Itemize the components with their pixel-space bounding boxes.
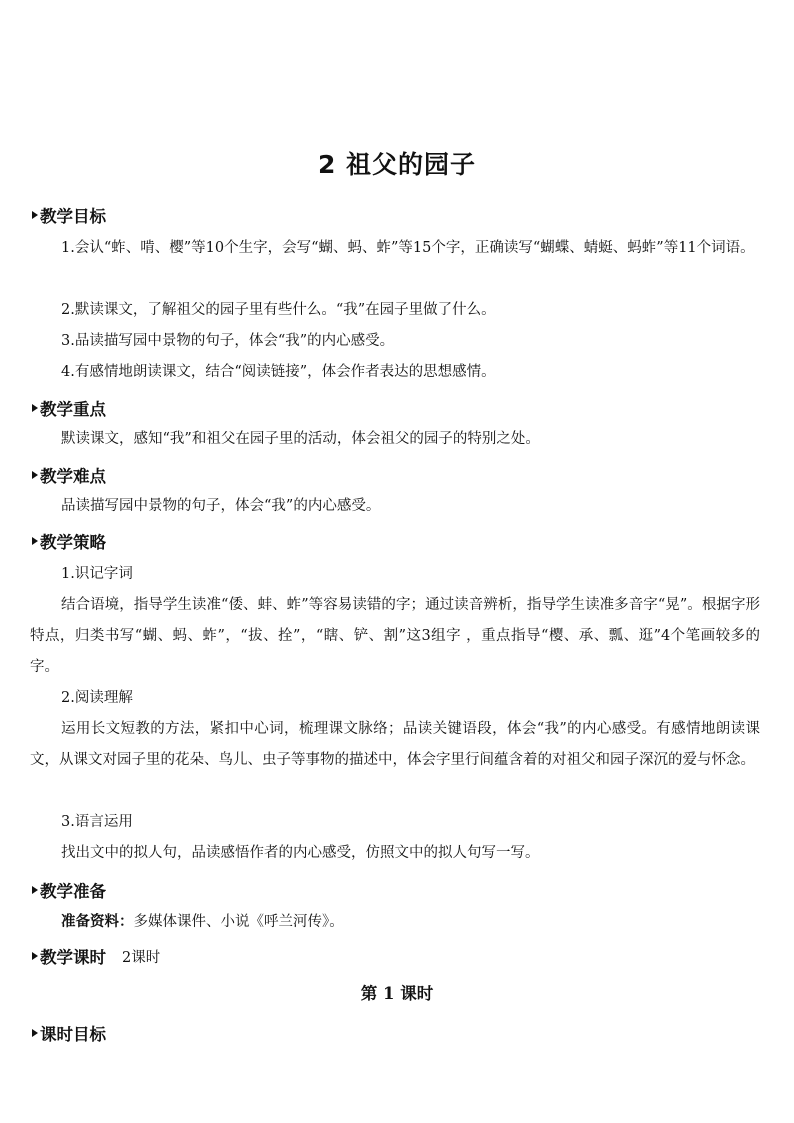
section-heading-label: 课时目标 [40,1025,106,1044]
strategy-item-1-text: 结合语境，指导学生读准“倭、蚌、蚱”等容易读错的字；通过读音辨析，指导学生读准多音字“晃”。根据字形特点，归类书写“蝴、蚂、蚱”，“拔、拴”，“瞎、铲、割”这3组字 ，重点指导“樱、承、瓢、逛”4个笔画较多的字。 [30,597,760,675]
lesson-title: 第 1 课时 [360,984,434,1003]
key-points-text: 默读课文，感知“我”和祖父在园子里的活动，体会祖父的园子的特别之处。 [61,431,540,447]
triangle-bullet-icon [32,404,38,412]
section-heading-label: 教学策略 [40,533,106,552]
section-heading-difficulties [32,463,106,487]
preparation-line [30,906,760,938]
section-heading-label: 教学课时 [40,948,106,967]
section-heading-label: 教学目标 [40,207,106,226]
strategy-item-3-text: 找出文中的拟人句，品读感悟作者的内心感受，仿照文中的拟人句写一写。 [61,845,540,861]
strategy-item-1-title: 1.识记字词 [61,566,133,582]
preparation-text: 多媒体课件、小说《呼兰河传》。 [133,914,344,930]
section-heading-lesson-goals [32,1021,106,1045]
strategy-item-2-title: 2.阅读理解 [61,690,133,706]
difficulties-text: 品读描写园中景物的句子，体会“我”的内心感受。 [61,498,381,514]
goal-item-4: 4.有感情地朗读课文，结合“阅读链接”，体会作者表达的思想感情。 [61,364,496,380]
section-heading-preparation [32,878,106,902]
preparation-label: 准备资料： [61,913,134,930]
triangle-bullet-icon [32,1029,38,1037]
page-title: 2 祖父的园子 [317,150,477,179]
section-heading-strategies [32,529,106,553]
goal-item-1: 1.会认“蚱、啃、樱”等10个生字，会写“蝴、蚂、蚱”等15个字，正确读写“蝴蝶、蜻蜓、蚂蚱”等11个词语。 [61,240,755,256]
periods-value: 2课时 [122,949,161,966]
section-heading-label: 教学重点 [40,400,106,419]
section-heading-goals [32,203,106,227]
strategy-item-3-title: 3.语言运用 [61,814,133,830]
strategy-item-2-text: 运用长文短教的方法，紧扣中心词，梳理课文脉络；品读关键语段，体会“我”的内心感受。有感情地朗读课文，从课文对园子里的花朵、鸟儿、虫子等事物的描述中，体会字里行间蕴含着的对祖父和园子深沉的爱与怀念。 [30,721,760,768]
triangle-bullet-icon [32,471,38,479]
section-heading-key-points [32,396,106,420]
goal-item-3: 3.品读描写园中景物的句子，体会“我”的内心感受。 [61,333,395,349]
triangle-bullet-icon [32,537,38,545]
triangle-bullet-icon [32,886,38,894]
triangle-bullet-icon [32,211,38,219]
section-heading-label: 教学准备 [40,882,106,901]
section-heading-periods [32,944,160,968]
goal-item-2: 2.默读课文，了解祖父的园子里有些什么。“我”在园子里做了什么。 [61,302,496,318]
triangle-bullet-icon [32,952,38,960]
section-heading-label: 教学难点 [40,467,106,486]
